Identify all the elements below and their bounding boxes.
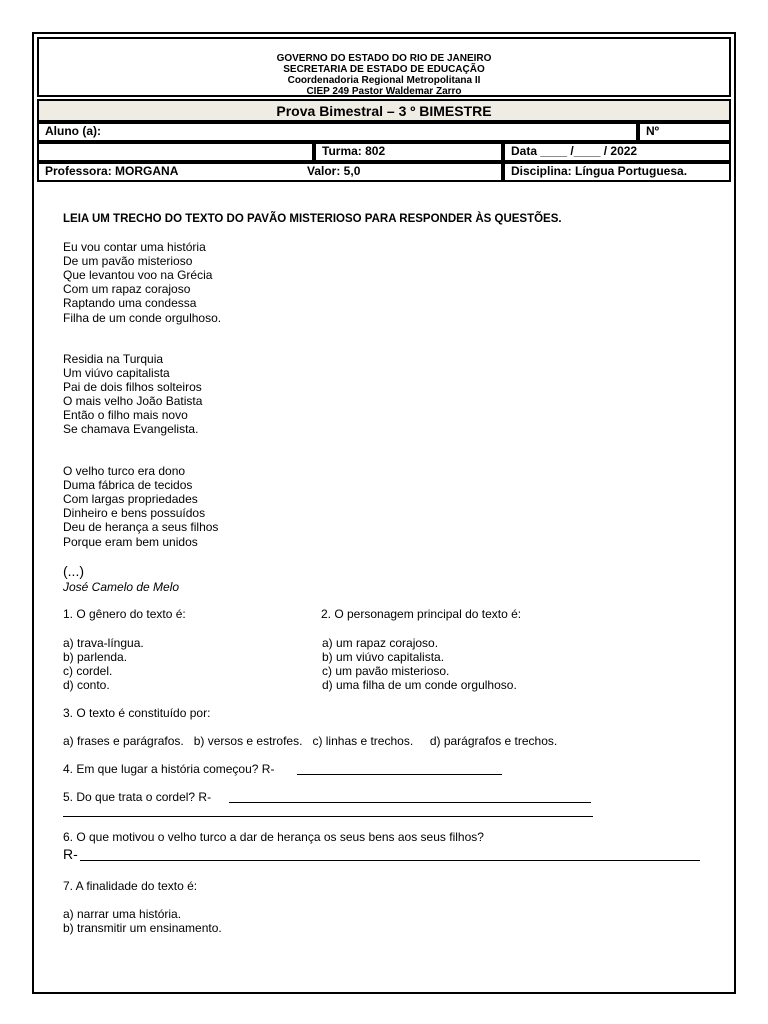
question-6: 6. O que motivou o velho turco a dar de herança os seus bens aos seus filhos? <box>63 830 484 844</box>
ellipsis: (...) <box>63 563 84 579</box>
student-number-field[interactable]: Nº <box>638 122 731 142</box>
q2-option[interactable]: d) uma filha de um conde orgulhoso. <box>322 678 517 692</box>
q3-options[interactable]: a) frases e parágrafos. b) versos e estrofes. c) linhas e trechos. d) parágrafos e trechos. <box>63 734 558 748</box>
q7-option[interactable]: b) transmitir um ensinamento. <box>63 921 222 935</box>
q6-answer-line[interactable] <box>80 860 700 861</box>
teacher-label <box>37 162 503 182</box>
verse-line: Filha de um conde orgulhoso. <box>63 311 222 325</box>
exam-title: Prova Bimestral – 3 º BIMESTRE <box>37 99 731 122</box>
verse-line: Um viúvo capitalista <box>63 366 170 380</box>
verse-line: Duma fábrica de tecidos <box>63 478 193 492</box>
verse-line: Raptando uma condessa <box>63 296 197 310</box>
value-label: Valor: 5,0 <box>307 164 361 178</box>
author: José Camelo de Melo <box>63 580 180 594</box>
question-7: 7. A finalidade do texto é: <box>63 879 198 893</box>
question-5: 5. Do que trata o cordel? R- <box>63 790 215 804</box>
verse-line: Com largas propriedades <box>63 492 198 506</box>
q1-option[interactable]: a) trava-língua. <box>63 636 144 650</box>
gov-line: GOVERNO DO ESTADO DO RIO DE JANEIRO <box>276 53 492 64</box>
verse-line: Porque eram bem unidos <box>63 535 198 549</box>
q1-option[interactable]: b) parlenda. <box>63 650 128 664</box>
gov-line: SECRETARIA DE ESTADO DE EDUCAÇÃO <box>283 64 485 75</box>
q4-answer-line[interactable] <box>297 774 502 775</box>
verse-line: Deu de herança a seus filhos <box>63 520 219 534</box>
q5-answer-line-2[interactable] <box>63 816 593 817</box>
q6-answer-prefix: R- <box>63 846 78 862</box>
verse-line: Com um rapaz corajoso <box>63 282 191 296</box>
gov-line: CIEP 249 Pastor Waldemar Zarro <box>306 86 462 97</box>
instruction: LEIA UM TRECHO DO TEXTO DO PAVÃO MISTERIOSO PARA RESPONDER ÀS QUESTÕES. <box>63 213 562 225</box>
q5-answer-line[interactable] <box>229 802 591 803</box>
verse-line: Dinheiro e bens possuídos <box>63 506 206 520</box>
gov-line: Coordenadoria Regional Metropolitana II <box>287 75 481 86</box>
verse-line: O mais velho João Batista <box>63 394 203 408</box>
verse-line: Pai de dois filhos solteiros <box>63 380 202 394</box>
blank-cell <box>37 142 314 162</box>
subject-label: Disciplina: Língua Portuguesa. <box>503 162 731 182</box>
question-4: 4. Em que lugar a história começou? R- <box>63 762 278 776</box>
date-field[interactable]: Data ____ /____ / 2022 <box>503 142 731 162</box>
teacher-text: Professora: MORGANA <box>45 164 179 178</box>
verse-line: Se chamava Evangelista. <box>63 422 199 436</box>
verse-line: Eu vou contar uma história <box>63 240 206 254</box>
verse-line: Residia na Turquia <box>63 352 164 366</box>
q2-option[interactable]: c) um pavão misterioso. <box>322 664 450 678</box>
school-header <box>37 37 731 97</box>
q2-option[interactable]: b) um viúvo capitalista. <box>322 650 445 664</box>
question-3: 3. O texto é constituído por: <box>63 706 211 720</box>
verse-line: O velho turco era dono <box>63 464 186 478</box>
class-label: Turma: 802 <box>314 142 503 162</box>
q1-option[interactable]: c) cordel. <box>63 664 113 678</box>
q1-option[interactable]: d) conto. <box>63 678 110 692</box>
question-2: 2. O personagem principal do texto é: <box>321 607 522 621</box>
q2-option[interactable]: a) um rapaz corajoso. <box>322 636 439 650</box>
question-1: 1. O gênero do texto é: <box>63 607 186 621</box>
student-name-field[interactable]: Aluno (a): <box>37 122 638 142</box>
verse-line: Então o filho mais novo <box>63 408 188 422</box>
q7-option[interactable]: a) narrar uma história. <box>63 907 182 921</box>
verse-line: Que levantou voo na Grécia <box>63 268 213 282</box>
verse-line: De um pavão misterioso <box>63 254 193 268</box>
